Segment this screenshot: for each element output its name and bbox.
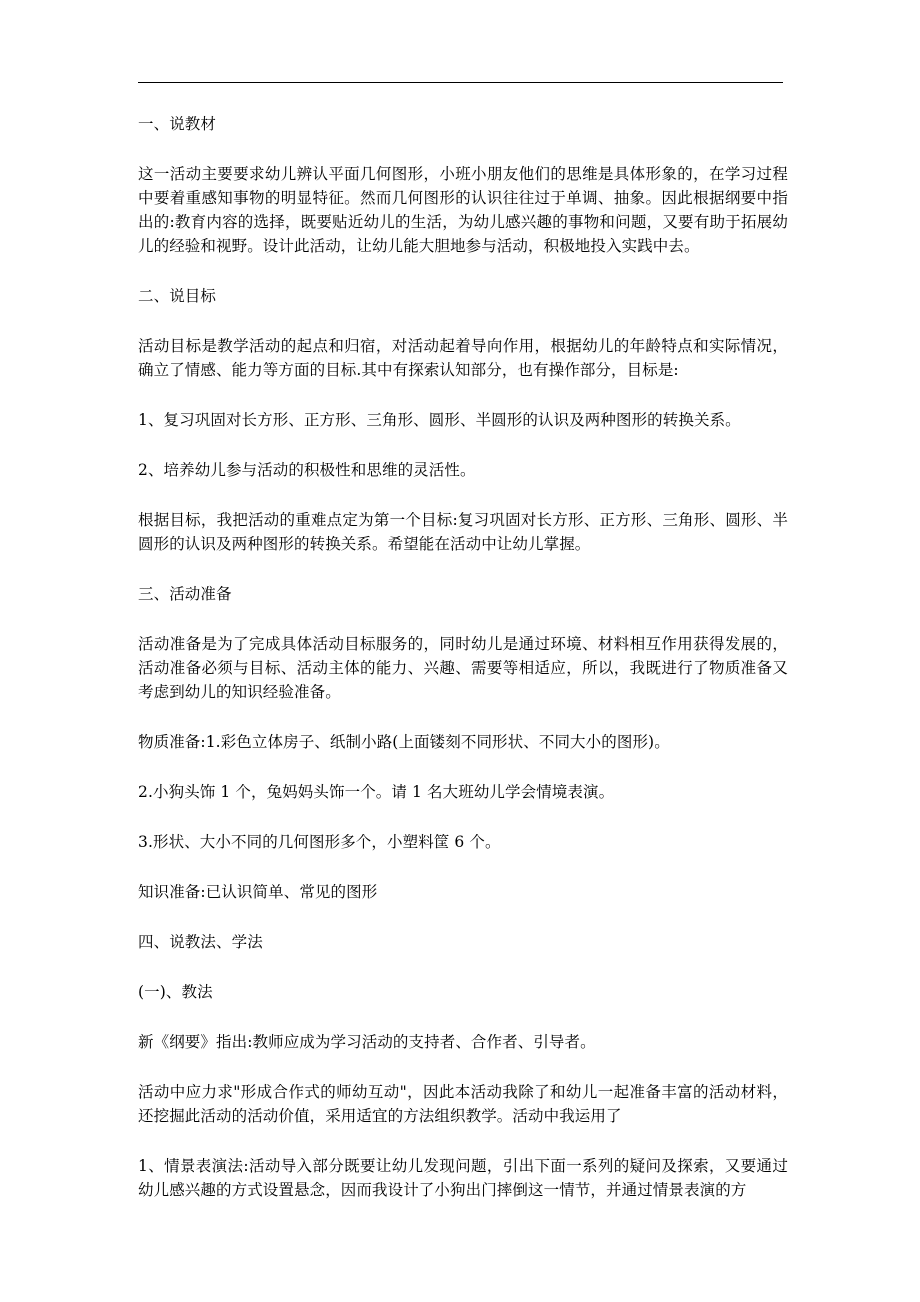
- document-body: [138, 112, 788, 1202]
- goal-item-2: 2、培养幼儿参与活动的积极性和思维的灵活性。: [138, 461, 476, 479]
- material-item-2: 2.小狗头饰 1 个，兔妈妈头饰一个。请 1 名大班幼儿学会情境表演。: [138, 783, 615, 801]
- heading-textbook: 一、说教材: [138, 115, 217, 133]
- heading-goals: 二、说目标: [138, 287, 217, 305]
- paragraph-preparation: 活动准备是为了完成具体活动目标服务的，同时幼儿是通过环境、材料相互作用获得发展的，活动准备必须与目标、活动主体的能力、兴趣、需要等相适应，所以，我既进行了物质准备又考虑到幼儿的知识经验准备。: [138, 635, 788, 701]
- material-item-3: 3.形状、大小不同的几何图形多个，小塑料筐 6 个。: [138, 833, 501, 851]
- paragraph-goals: 活动目标是教学活动的起点和归宿，对活动起着导向作用，根据幼儿的年龄特点和实际情况，确立了情感、能力等方面的目标.其中有探索认知部分，也有操作部分，目标是:: [138, 337, 788, 379]
- heading-preparation: 三、活动准备: [138, 585, 232, 603]
- subheading-teaching-method: (一)、教法: [138, 983, 213, 1001]
- paragraph-key-points: 根据目标，我把活动的重难点定为第一个目标:复习巩固对长方形、正方形、三角形、圆形、半圆形的认识及两种图形的转换关系。希望能在活动中让幼儿掌握。: [138, 511, 788, 553]
- paragraph-guideline: 新《纲要》指出:教师应成为学习活动的支持者、合作者、引导者。: [138, 1033, 596, 1051]
- paragraph-textbook: 这一活动主要要求幼儿辨认平面几何图形，小班小朋友他们的思维是具体形象的，在学习过程中要着重感知事物的明显特征。然而几何图形的认识往往过于单调、抽象。因此根据纲要中指出的:教育内容的选择，既要贴近幼儿的生活，为幼儿感兴趣的事物和问题，又要有助于拓展幼儿的经验和视野。设计此活动，让幼儿能大胆地参与活动，积极地投入实践中去。: [138, 165, 788, 255]
- knowledge-preparation: 知识准备:已认识简单、常见的图形: [138, 883, 378, 901]
- goal-item-1: 1、复习巩固对长方形、正方形、三角形、圆形、半圆形的认识及两种图形的转换关系。: [138, 411, 741, 429]
- paragraph-interaction: 活动中应力求"形成合作式的师幼互动"，因此本活动我除了和幼儿一起准备丰富的活动材料，还挖掘此活动的活动价值，采用适宜的方法组织教学。活动中我运用了: [138, 1083, 788, 1125]
- material-item-1: 物质准备:1.彩色立体房子、纸制小路(上面镂刻不同形状、不同大小的图形)。: [138, 733, 670, 751]
- heading-methods: 四、说教法、学法: [138, 933, 263, 951]
- method-item-1: 1、情景表演法:活动导入部分既要让幼儿发现问题，引出下面一系列的疑问及探索，又要通过幼儿感兴趣的方式设置悬念，因而我设计了小狗出门摔倒这一情节，并通过情景表演的方: [138, 1157, 788, 1199]
- header-rule: [138, 82, 783, 83]
